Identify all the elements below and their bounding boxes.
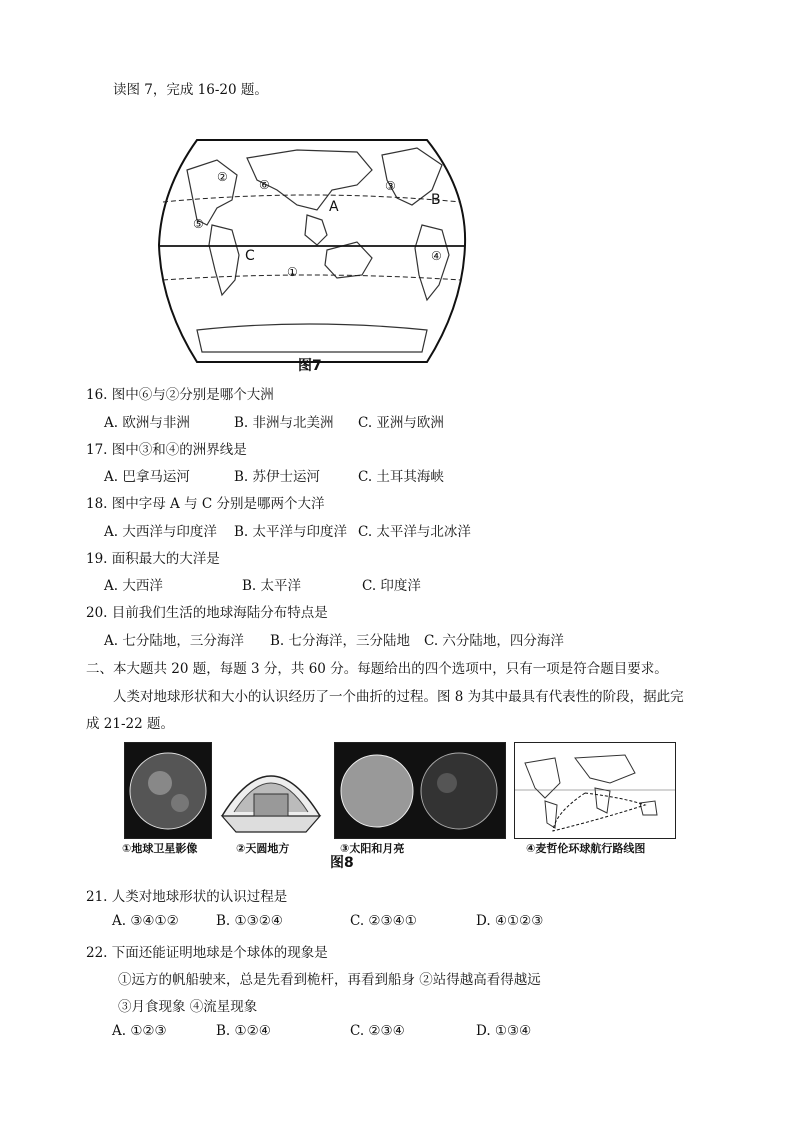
question-16-options bbox=[104, 411, 444, 431]
map-label-A: A bbox=[329, 199, 339, 215]
q17-option-b: B. 苏伊士运河 bbox=[234, 469, 321, 485]
q22-option-b: B. ①②④ bbox=[216, 1023, 271, 1039]
map-label-6: ⑥ bbox=[259, 178, 270, 192]
q20-option-b: B. 七分海洋，三分陆地 bbox=[270, 633, 411, 649]
passage-line-2: 成 21-22 题。 bbox=[86, 716, 175, 732]
panel-caption-1: ①地球卫星影像 bbox=[122, 842, 198, 855]
panel-sun-and-moon bbox=[334, 742, 506, 839]
question-18-options bbox=[104, 520, 471, 540]
question-17: 17. 图中③和④的洲界线是 bbox=[86, 442, 247, 458]
q18-option-b: B. 太平洋与印度洋 bbox=[234, 524, 348, 540]
q22-option-d: D. ①③④ bbox=[476, 1023, 532, 1039]
q21-option-a: A. ③④①② bbox=[112, 913, 179, 929]
question-22-statement-1: ①远方的帆船驶来，总是先看到桅杆，再看到船身 ②站得越高看得越远 bbox=[118, 972, 541, 988]
q21-option-d: D. ④①②③ bbox=[476, 913, 544, 929]
intro-text: 读图 7，完成 16-20 题。 bbox=[113, 82, 268, 98]
map-label-3: ③ bbox=[385, 179, 396, 193]
question-21: 21. 人类对地球形状的认识过程是 bbox=[86, 889, 288, 905]
section-2-heading: 二、本大题共 20 题，每题 3 分，共 60 分。每题给出的四个选项中，只有一项是符合题目要求。 bbox=[86, 661, 668, 677]
sun-moon-icon bbox=[335, 743, 505, 838]
q18-option-a: A. 大西洋与印度洋 bbox=[104, 524, 217, 540]
question-21-options bbox=[112, 913, 543, 929]
q21-option-b: B. ①③②④ bbox=[216, 913, 283, 929]
q17-option-c: C. 土耳其海峡 bbox=[358, 469, 444, 485]
q16-option-a: A. 欧洲与非洲 bbox=[104, 415, 190, 431]
question-22-options bbox=[112, 1023, 531, 1039]
map-label-5: ⑤ bbox=[193, 217, 204, 231]
figure8 bbox=[118, 742, 678, 872]
question-22-statement-2: ③月食现象 ④流星现象 bbox=[118, 999, 258, 1015]
figure8-caption: 图8 bbox=[330, 855, 354, 871]
question-18: 18. 图中字母 A 与 C 分别是哪两个大洋 bbox=[86, 496, 325, 512]
figure7-caption: 图7 bbox=[298, 358, 322, 374]
map-label-1: ① bbox=[287, 265, 298, 279]
world-map-figure bbox=[157, 130, 467, 372]
map-label-C: C bbox=[245, 248, 255, 264]
q17-option-a: A. 巴拿马运河 bbox=[104, 469, 190, 485]
map-label-B: B bbox=[431, 192, 441, 208]
question-19: 19. 面积最大的大洋是 bbox=[86, 551, 220, 567]
map-label-2: ② bbox=[217, 170, 228, 184]
earth-globe-icon bbox=[125, 743, 211, 838]
question-22: 22. 下面还能证明地球是个球体的现象是 bbox=[86, 945, 328, 961]
panel-caption-2: ②天圆地方 bbox=[236, 842, 290, 855]
q16-option-b: B. 非洲与北美洲 bbox=[234, 415, 334, 431]
question-17-options bbox=[104, 465, 444, 485]
question-20: 20. 目前我们生活的地球海陆分布特点是 bbox=[86, 605, 328, 621]
q19-option-b: B. 太平洋 bbox=[242, 578, 302, 594]
world-route-map-icon bbox=[515, 743, 675, 838]
question-19-options bbox=[104, 574, 421, 594]
q19-option-a: A. 大西洋 bbox=[104, 578, 163, 594]
round-sky-square-earth-icon bbox=[214, 746, 328, 836]
q21-option-c: C. ②③④① bbox=[350, 913, 417, 929]
question-20-options bbox=[104, 629, 564, 649]
q22-option-a: A. ①②③ bbox=[112, 1023, 167, 1039]
panel-satellite-image bbox=[124, 742, 212, 839]
panel-caption-4: ④麦哲伦环球航行路线图 bbox=[526, 842, 646, 855]
q19-option-c: C. 印度洋 bbox=[362, 578, 421, 594]
question-16: 16. 图中⑥与②分别是哪个大洲 bbox=[86, 387, 274, 403]
q20-option-c: C. 六分陆地，四分海洋 bbox=[424, 633, 564, 649]
passage-line-1: 人类对地球形状和大小的认识经历了一个曲折的过程。图 8 为其中最具有代表性的阶段，据此完 bbox=[113, 689, 684, 705]
q16-option-c: C. 亚洲与欧洲 bbox=[358, 415, 444, 431]
q22-option-c: C. ②③④ bbox=[350, 1023, 405, 1039]
panel-caption-3: ③太阳和月亮 bbox=[340, 842, 405, 855]
q18-option-c: C. 太平洋与北冰洋 bbox=[358, 524, 471, 540]
map-label-4: ④ bbox=[431, 249, 442, 263]
q20-option-a: A. 七分陆地，三分海洋 bbox=[104, 633, 244, 649]
panel-magellan-route bbox=[514, 742, 676, 839]
